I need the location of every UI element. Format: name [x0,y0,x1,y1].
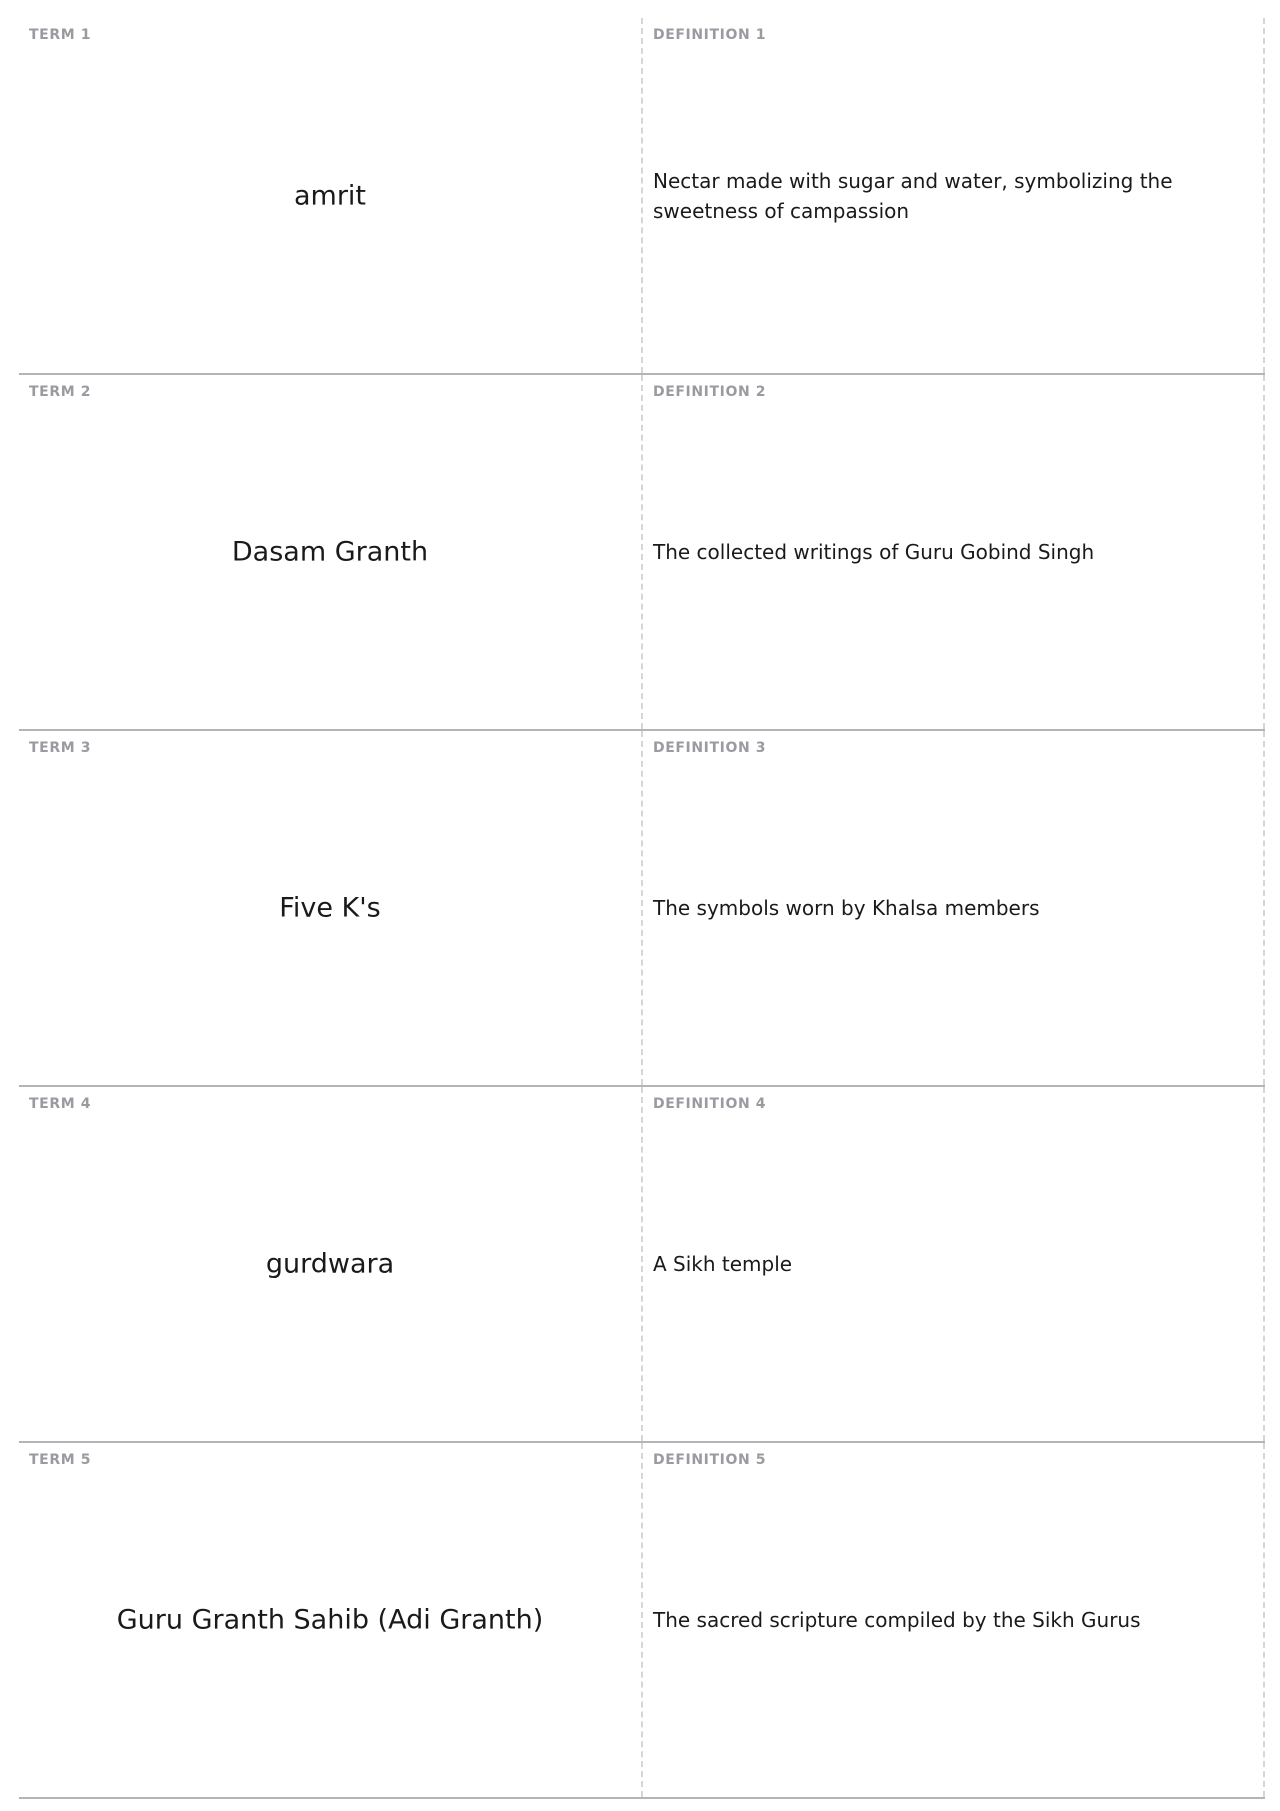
definition-label: DEFINITION 1 [653,27,767,43]
term-cell [19,1443,643,1797]
definition-cell [643,1443,1265,1797]
term-label: TERM 2 [29,384,92,400]
term-text: Five K's [279,892,381,924]
definition-text: A Sikh temple [653,1252,793,1276]
term-label: TERM 3 [29,740,92,756]
flashcard-sheet [19,18,1265,1799]
definition-label: DEFINITION 4 [653,1096,767,1112]
definition-label: DEFINITION 3 [653,740,767,756]
term-cell [19,1087,643,1441]
term-label: TERM 1 [29,27,92,43]
term-text: Guru Granth Sahib (Adi Granth) [116,1604,544,1636]
term-text: Dasam Granth [231,536,429,568]
flashcard-row [19,1443,1265,1799]
term-label: TERM 5 [29,1452,92,1468]
definition-cell [643,1087,1265,1441]
definition-label: DEFINITION 5 [653,1452,767,1468]
definition-label: DEFINITION 2 [653,384,767,400]
definition-text: The symbols worn by Khalsa members [653,896,1040,920]
term-text: gurdwara [265,1248,395,1280]
definition-cell [643,18,1265,373]
term-text: amrit [293,180,367,211]
flashcard-row [19,375,1265,731]
term-cell [19,18,643,373]
definition-text: Nectar made with sugar and water, symbolizing the sweetness of campassion [653,168,1173,223]
definition-cell [643,731,1265,1085]
flashcard-row [19,1087,1265,1443]
term-cell [19,375,643,729]
definition-cell [643,375,1265,729]
term-label: TERM 4 [29,1096,92,1112]
flashcard-row [19,18,1265,375]
definition-text: The collected writings of Guru Gobind Singh [653,540,1095,564]
definition-text: The sacred scripture compiled by the Sikh Gurus [653,1608,1141,1632]
term-cell [19,731,643,1085]
flashcard-row [19,731,1265,1087]
